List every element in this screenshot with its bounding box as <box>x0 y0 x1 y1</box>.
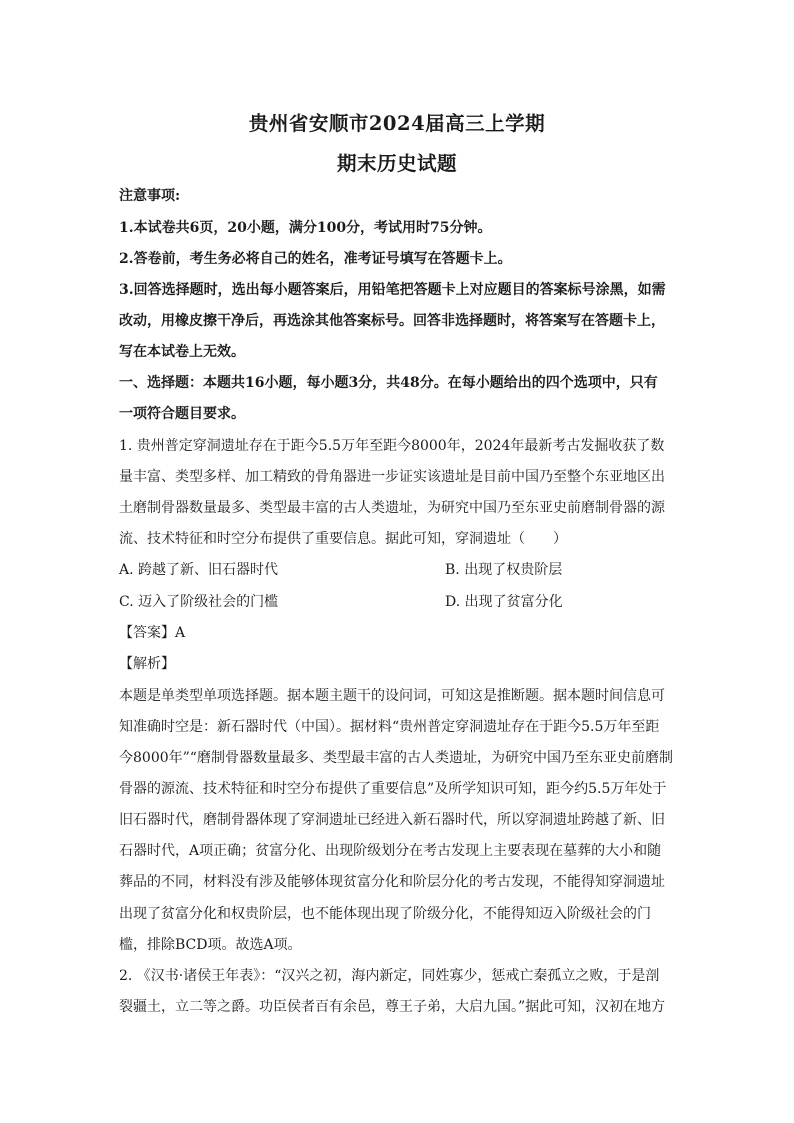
q1-stem-line1: 1. 贵州普定穿洞遗址存在于距今5.5万年至距今8000年，2024年最新考古发掘收获了数 <box>119 438 665 454</box>
q1-analysis-line6: 石器时代，A项正确；贫富分化、出现阶级划分在考古发现上主要表现在墓葬的大小和随 <box>119 843 662 859</box>
q1-analysis-line5: 旧石器时代，磨制骨器体现了穿洞遗址已经进入新石器时代，所以穿洞遗址跨越了新、旧 <box>119 812 665 828</box>
q1-analysis-line2: 知准确时空是：新石器时代（中国）。据材料“贵州普定穿洞遗址存在于距今5.5万年至距 <box>119 719 660 735</box>
page-title-line2: 期末历史试题 <box>336 152 457 175</box>
q1-analysis-line8: 出现了贫富分化和权贵阶层，也不能体现出现了阶级分化，不能得知迈入阶级社会的门 <box>119 906 651 922</box>
q1-analysis-line7: 葬品的不同，材料没有涉及能够体现贫富分化和阶层分化的考古发现，不能得知穿洞遗址 <box>119 874 665 890</box>
q1-option-a: A. 跨越了新、旧石器时代 <box>119 562 279 578</box>
notice-item-1: 1.本试卷共6页，20小题，满分100分，考试用时75分钟。 <box>119 220 492 236</box>
q1-analysis-line4: 骨器的源流、技术特征和时空分布提供了重要信息”及所学知识可知，距今约5.5万年处于 <box>119 781 667 797</box>
q1-option-b: B. 出现了权贵阶层 <box>445 562 563 578</box>
q1-stem-line3: 土磨制骨器数量最多、类型最丰富的古人类遗址，为研究中国乃至东亚史前磨制骨器的源 <box>119 500 665 516</box>
section-heading-line2: 一项符合题目要求。 <box>119 406 245 422</box>
q2-stem-line2: 裂疆土，立二等之爵。功臣侯者百有余邑，尊王子弟，大启九国。”据此可知，汉初在地方 <box>119 999 666 1015</box>
q1-analysis-label: 【解析】 <box>119 656 175 672</box>
notice-item-3-line1: 3.回答选择题时，选出每小题答案后，用铅笔把答题卡上对应题目的答案标号涂黑，如需 <box>119 282 666 298</box>
notice-item-2: 2.答卷前，考生务必将自己的姓名，准考证号填写在答题卡上。 <box>119 251 512 267</box>
q1-stem-line4: 流、技术特征和时空分布提供了重要信息。据此可知，穿洞遗址（ ） <box>119 531 567 547</box>
q1-analysis-line9: 槛，排除BCD项。故选A项。 <box>119 937 302 953</box>
q1-answer: 【答案】A <box>119 625 186 641</box>
q1-option-d: D. 出现了贫富分化 <box>445 594 563 610</box>
notice-heading: 注意事项: <box>119 188 181 204</box>
notice-item-3-line3: 写在本试卷上无效。 <box>119 344 245 360</box>
q1-analysis-line1: 本题是单类型单项选择题。据本题主题干的设问词，可知这是推断题。据本题时间信息可 <box>119 688 665 704</box>
section-heading-line1: 一、选择题：本题共16小题，每小题3分，共48分。在每小题给出的四个选项中，只有 <box>119 375 658 391</box>
q1-analysis-line3: 今8000年”“磨制骨器数量最多、类型最丰富的古人类遗址，为研究中国乃至东亚史前磨制 <box>119 750 673 766</box>
q1-option-c: C. 迈入了阶级社会的门槛 <box>119 594 279 610</box>
notice-item-3-line2: 改动，用橡皮擦干净后，再选涂其他答案标号。回答非选择题时，将答案写在答题卡上， <box>119 313 665 329</box>
page-title-line1: 贵州省安顺市2024届高三上学期 <box>248 112 546 135</box>
q2-stem-line1: 2. 《汉书·诸侯王年表》：“汉兴之初，海内新定，同姓寡少，惩戒亡秦孤立之败，于是剖 <box>119 968 660 984</box>
q1-stem-line2: 量丰富、类型多样、加工精致的骨角器进一步证实该遗址是目前中国乃至整个东亚地区出 <box>119 469 665 485</box>
